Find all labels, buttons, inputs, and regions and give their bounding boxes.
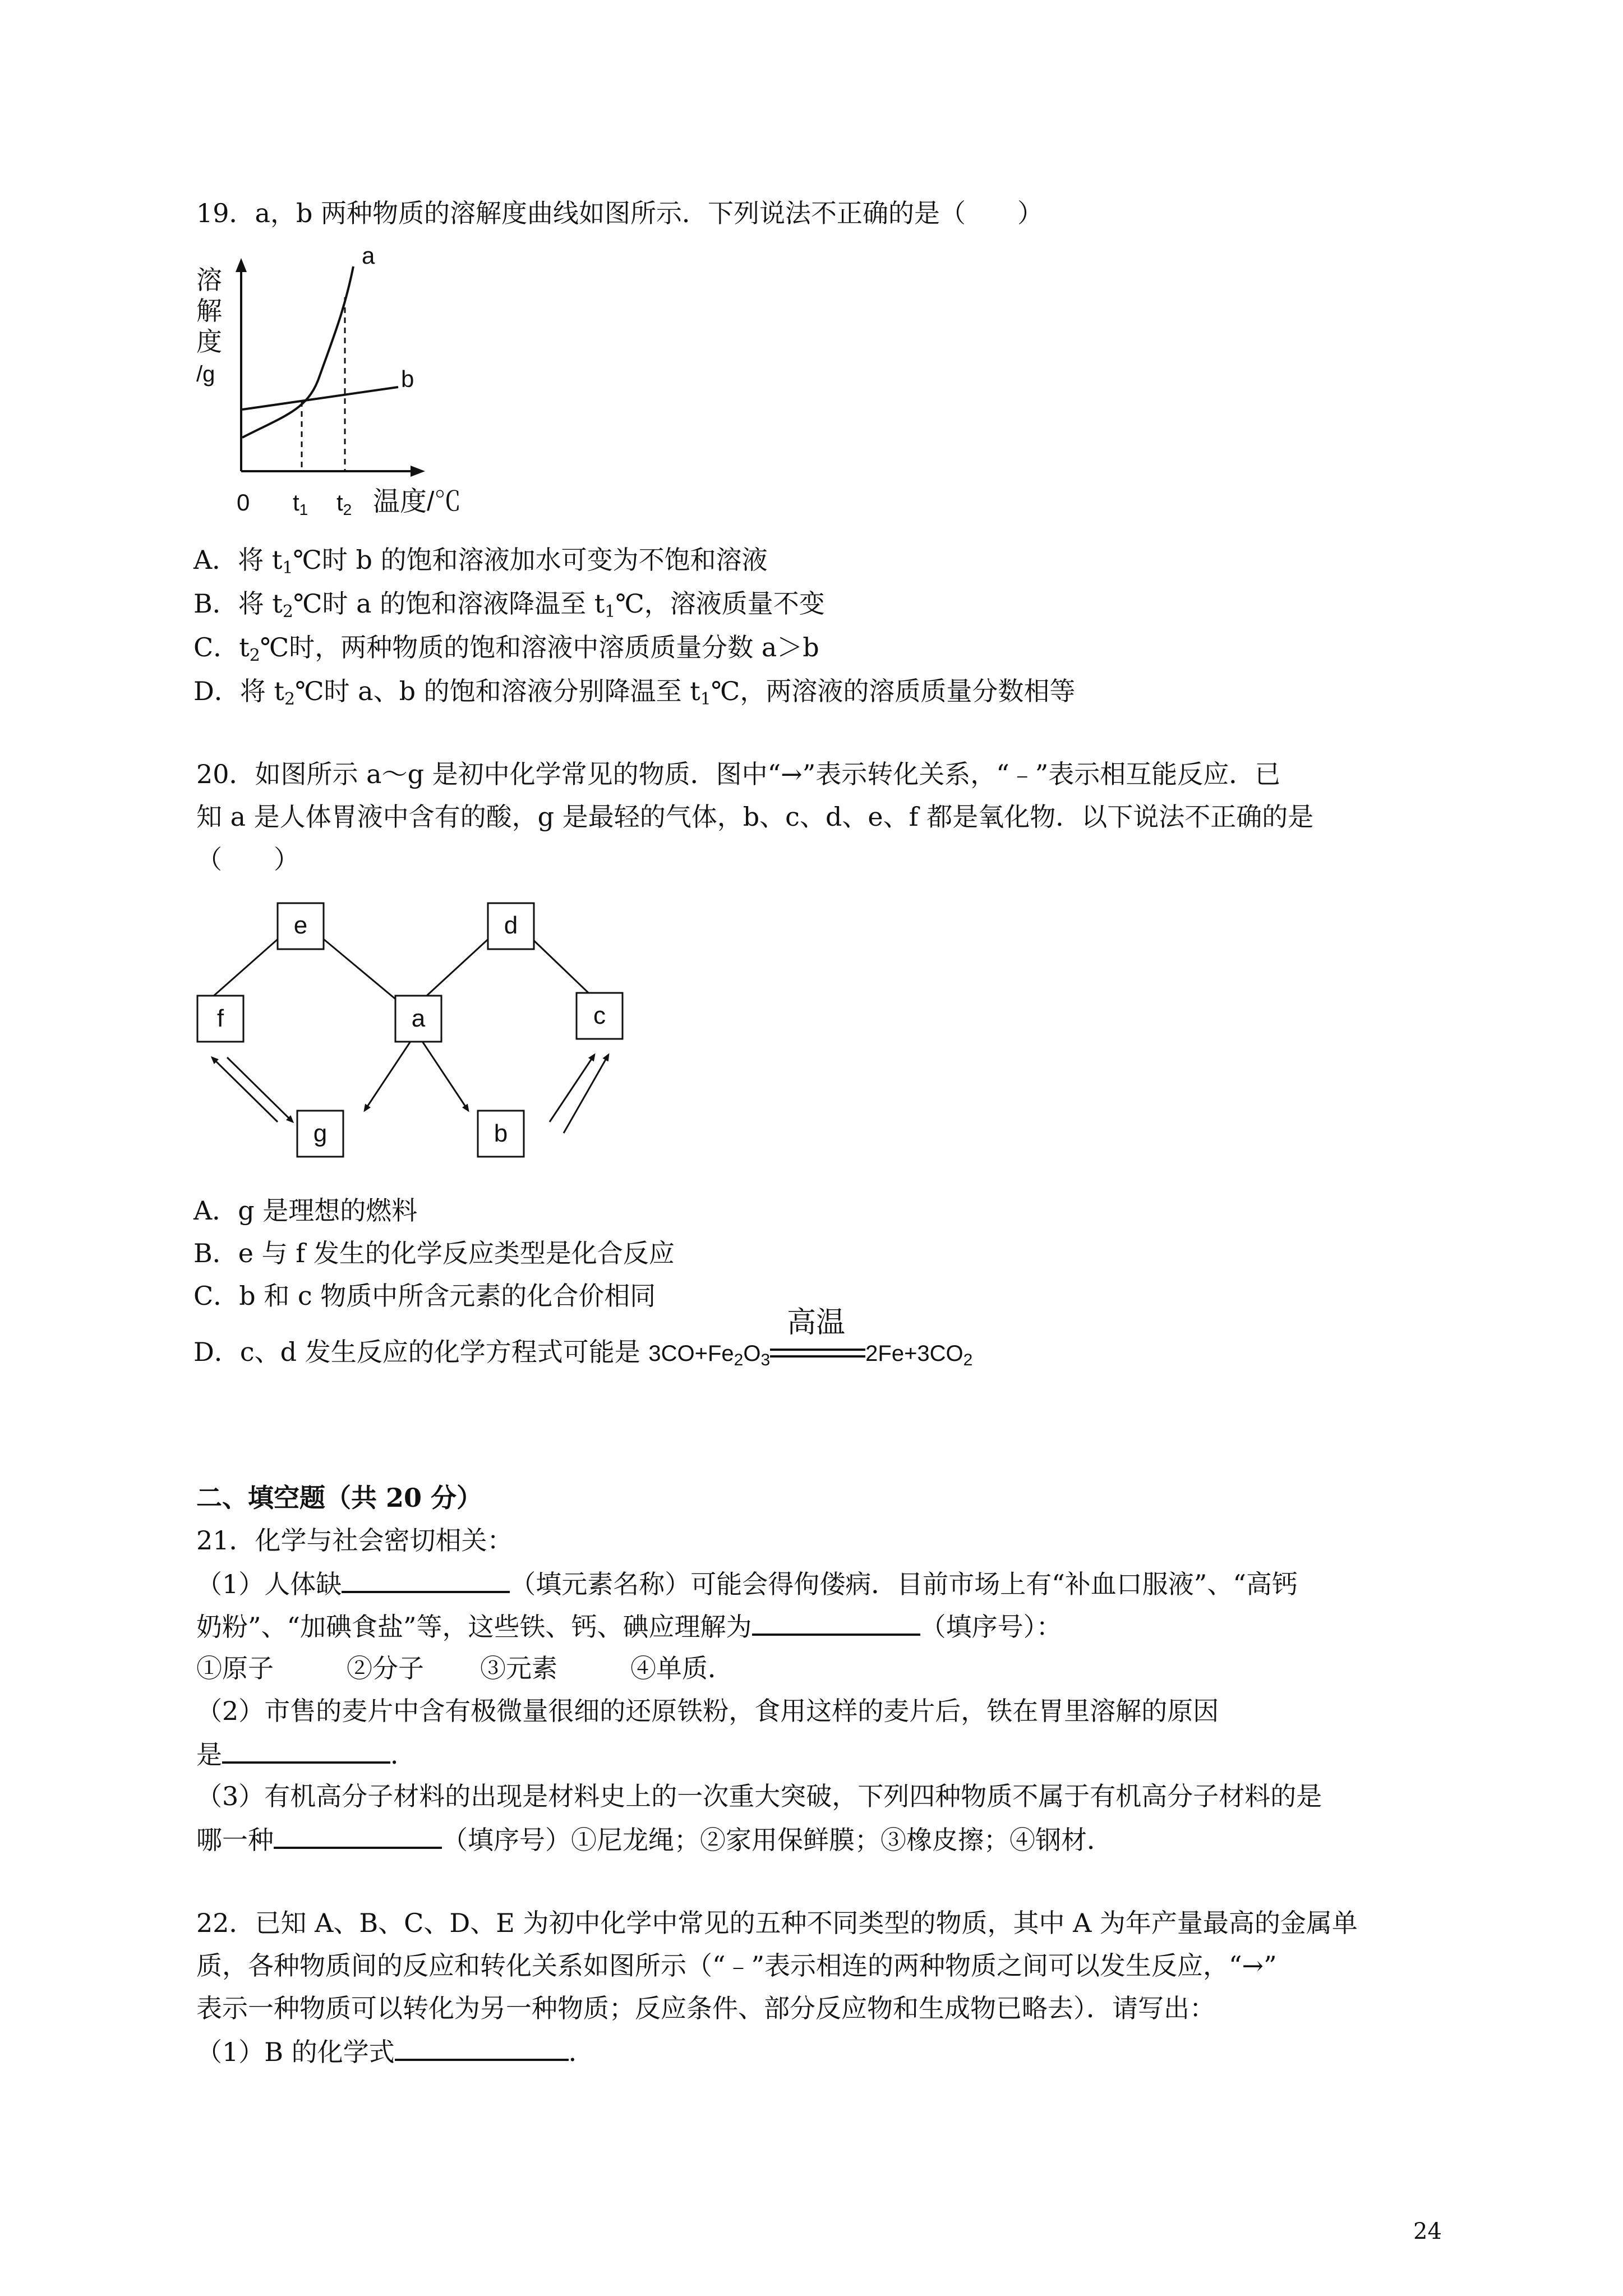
node-d: d (504, 912, 518, 939)
t2-label: t2 (336, 489, 352, 518)
q19-option-d: D．将 $t_2℃$时 a、b 的饱和溶液分别降温至 $t_1℃$，两溶液的溶质质量分数相等 (193, 676, 1076, 709)
q20-option-a: A．g 是理想的燃料 (193, 1195, 418, 1226)
y-label-1: 溶 (196, 265, 222, 295)
q22-line3: 表示一种物质可以转化为另一种物质；反应条件、部分反应物和生成物已略去）．请写出： (196, 1993, 1215, 2023)
q21-choices: ①原子 ②分子 ③元素 ④单质． (196, 1653, 734, 1683)
q21-stem: 21．化学与社会密切相关： (196, 1525, 513, 1556)
q21-part3-line1: （3）有机高分子材料的出现是材料史上的一次重大突破，下列四种物质不属于有机高分子材料的是 (196, 1781, 1322, 1811)
equation-left: $3CO+Fe_2O_3$ (648, 1341, 771, 1369)
q19-option-c: C．$t_2℃$时，两种物质的饱和溶液中溶质质量分数 a＞b (193, 632, 819, 665)
q21-part2-line2: 是 ． (196, 1737, 416, 1772)
line-b-label: b (401, 366, 414, 392)
node-e: e (293, 912, 308, 939)
page-number: 24 (1413, 2219, 1442, 2244)
line-a-d (421, 937, 491, 1001)
equation-condition: 高温 (770, 1335, 865, 1369)
origin-label: 0 (237, 489, 250, 516)
q20-stem-line2: 知 a 是人体胃液中含有的酸，g 是最轻的气体，b、c、d、e、f 都是氧化物．以下说法不正确的是 (196, 802, 1314, 832)
q20-stem-line1: 20．如图所示 a～g 是初中化学常见的物质．图中“→”表示转化关系，“﹣”表示相互能反应．已 (196, 759, 1281, 789)
q20-stem-line3: （ ） (196, 844, 299, 875)
answer-blank-formula-b[interactable] (395, 2034, 569, 2061)
q19-stem: 19．a，b 两种物质的溶解度曲线如图所示．下列说法不正确的是（ ） (196, 198, 1044, 228)
q20-option-d: D．c、d 发生反应的化学方程式可能是 $3CO+Fe_2O_3$ 高温 $2Fe+3CO_2$ (193, 1306, 973, 1369)
q21-part2-line1: （2）市售的麦片中含有极微量很细的还原铁粉，食用这样的麦片后，铁在胃里溶解的原因 (196, 1696, 1219, 1726)
q22-part1: （1）B 的化学式 ． (196, 2034, 594, 2069)
y-axis-arrow (236, 258, 247, 272)
arrow-f-g (227, 1057, 293, 1122)
q21-part3-line2: 哪一种 （填序号）①尼龙绳；②家用保鲜膜；③橡皮擦；④钢材． (196, 1822, 1113, 1857)
answer-blank-element[interactable] (342, 1566, 510, 1593)
y-label-2: 解 (196, 296, 222, 325)
q22-line1: 22．已知 A、B、C、D、E 为初中化学中常见的五种不同类型的物质，其中 A 为年产量最高的金属单 (196, 1908, 1358, 1938)
line-b (242, 387, 398, 409)
arrow-a-b (421, 1039, 468, 1111)
arrow-b-c (550, 1055, 594, 1122)
answer-blank-concept[interactable] (752, 1609, 920, 1636)
solubility-curve-figure (191, 247, 482, 527)
node-f: f (216, 1005, 224, 1032)
arrow-a-g (365, 1039, 412, 1111)
arrow-g-f (212, 1057, 278, 1122)
line-d-c (530, 937, 597, 1001)
q19-option-a: A．将 $t_1℃$时 b 的饱和溶液加水可变为不饱和溶液 (193, 545, 768, 578)
curve-a (242, 266, 353, 438)
q19-option-b: B．将 $t_2℃$时 a 的饱和溶液降温至 $t_1℃$，溶液质量不变 (193, 588, 825, 622)
x-axis-label: 温度/℃ (373, 487, 462, 517)
node-c: c (593, 1002, 606, 1029)
line-f-e (208, 937, 280, 1001)
equation-right: $2Fe+3CO_2$ (865, 1341, 973, 1369)
q22-line2: 质，各种物质间的反应和转化关系如图所示（“﹣”表示相连的两种物质之间可以发生反应，“→” (196, 1950, 1277, 1981)
answer-blank-reason[interactable] (222, 1737, 390, 1764)
node-g: g (313, 1120, 328, 1147)
section-heading: 二、填空题（共 20 分） (196, 1483, 483, 1513)
node-a: a (411, 1005, 426, 1032)
y-label-4: /g (196, 362, 215, 386)
curve-a-label: a (362, 247, 375, 269)
t1-label: t1 (293, 489, 308, 518)
q21-part1-line1: （1）人体缺 （填元素名称）可能会得佝偻病．目前市场上有“补血口服液”、“高钙 (196, 1566, 1298, 1601)
x-axis-arrow (411, 466, 425, 477)
relationship-diagram (185, 886, 662, 1189)
q21-part1-line2: 奶粉”、“加碘食盐”等，这些铁、钙、碘应理解为 （填序号）： (196, 1609, 1062, 1644)
node-b: b (494, 1120, 508, 1147)
answer-blank-material[interactable] (274, 1822, 442, 1849)
q20-option-c: C．b 和 c 物质中所含元素的化合价相同 (193, 1281, 656, 1311)
line-e-a (321, 937, 398, 1001)
q20-option-b: B．e 与 f 发生的化学反应类型是化合反应 (193, 1238, 675, 1268)
y-label-3: 度 (196, 327, 222, 356)
